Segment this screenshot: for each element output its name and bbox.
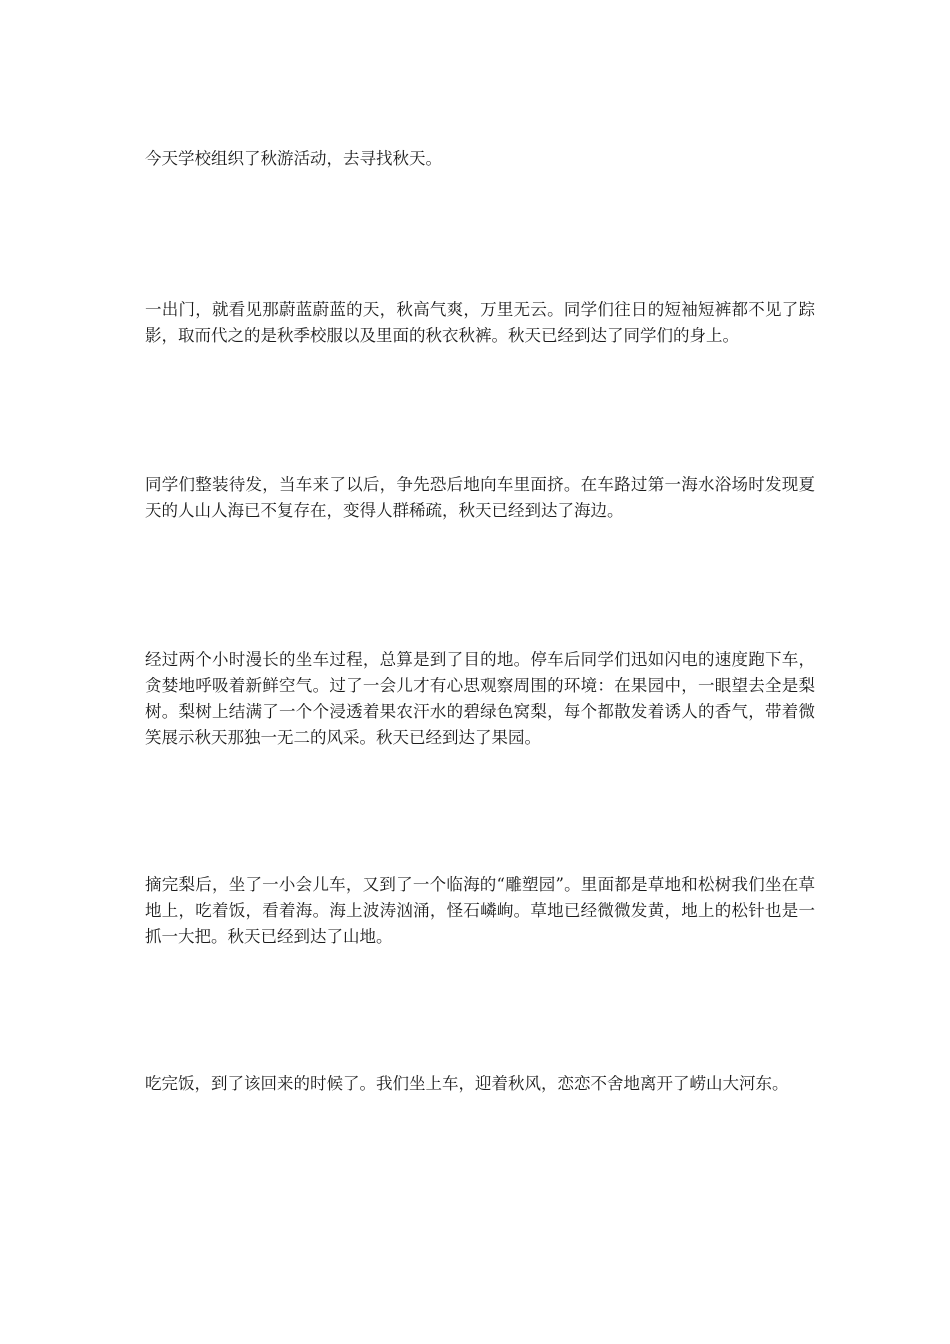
paragraph-6: 吃完饭，到了该回来的时候了。我们坐上车，迎着秋风，恋恋不舍地离开了崂山大河东。 — [145, 1074, 789, 1093]
paragraph-5: 摘完梨后，坐了一小会儿车，又到了一个临海的“雕塑园”。里面都是草地和松树我们坐在草地上，吃着饭，看着海。海上波涛汹涌，怪石嶙峋。草地已经微微发黄，地上的松针也是一抓一大把。秋天已经到达了山地。 — [145, 875, 815, 946]
paragraph-2: 一出门，就看见那蔚蓝蔚蓝的天，秋高气爽，万里无云。同学们往日的短袖短裤都不见了踪影，取而代之的是秋季校服以及里面的秋衣秋裤。秋天已经到达了同学们的身上。 — [145, 300, 815, 345]
paragraph-4: 经过两个小时漫长的坐车过程，总算是到了目的地。停车后同学们迅如闪电的速度跑下车，贪婪地呼吸着新鲜空气。过了一会儿才有心思观察周围的环境：在果园中，一眼望去全是梨树。梨树上结满了一个个浸透着果农汗水的碧绿色窝梨，每个都散发着诱人的香气，带着微笑展示秋天那独一无二的风采。秋天已经到达了果园。 — [145, 650, 815, 747]
paragraph-3: 同学们整装待发，当车来了以后，争先恐后地向车里面挤。在车路过第一海水浴场时发现夏天的人山人海已不复存在，变得人群稀疏，秋天已经到达了海边。 — [145, 475, 815, 520]
paragraph-1: 今天学校组织了秋游活动，去寻找秋天。 — [145, 149, 442, 168]
